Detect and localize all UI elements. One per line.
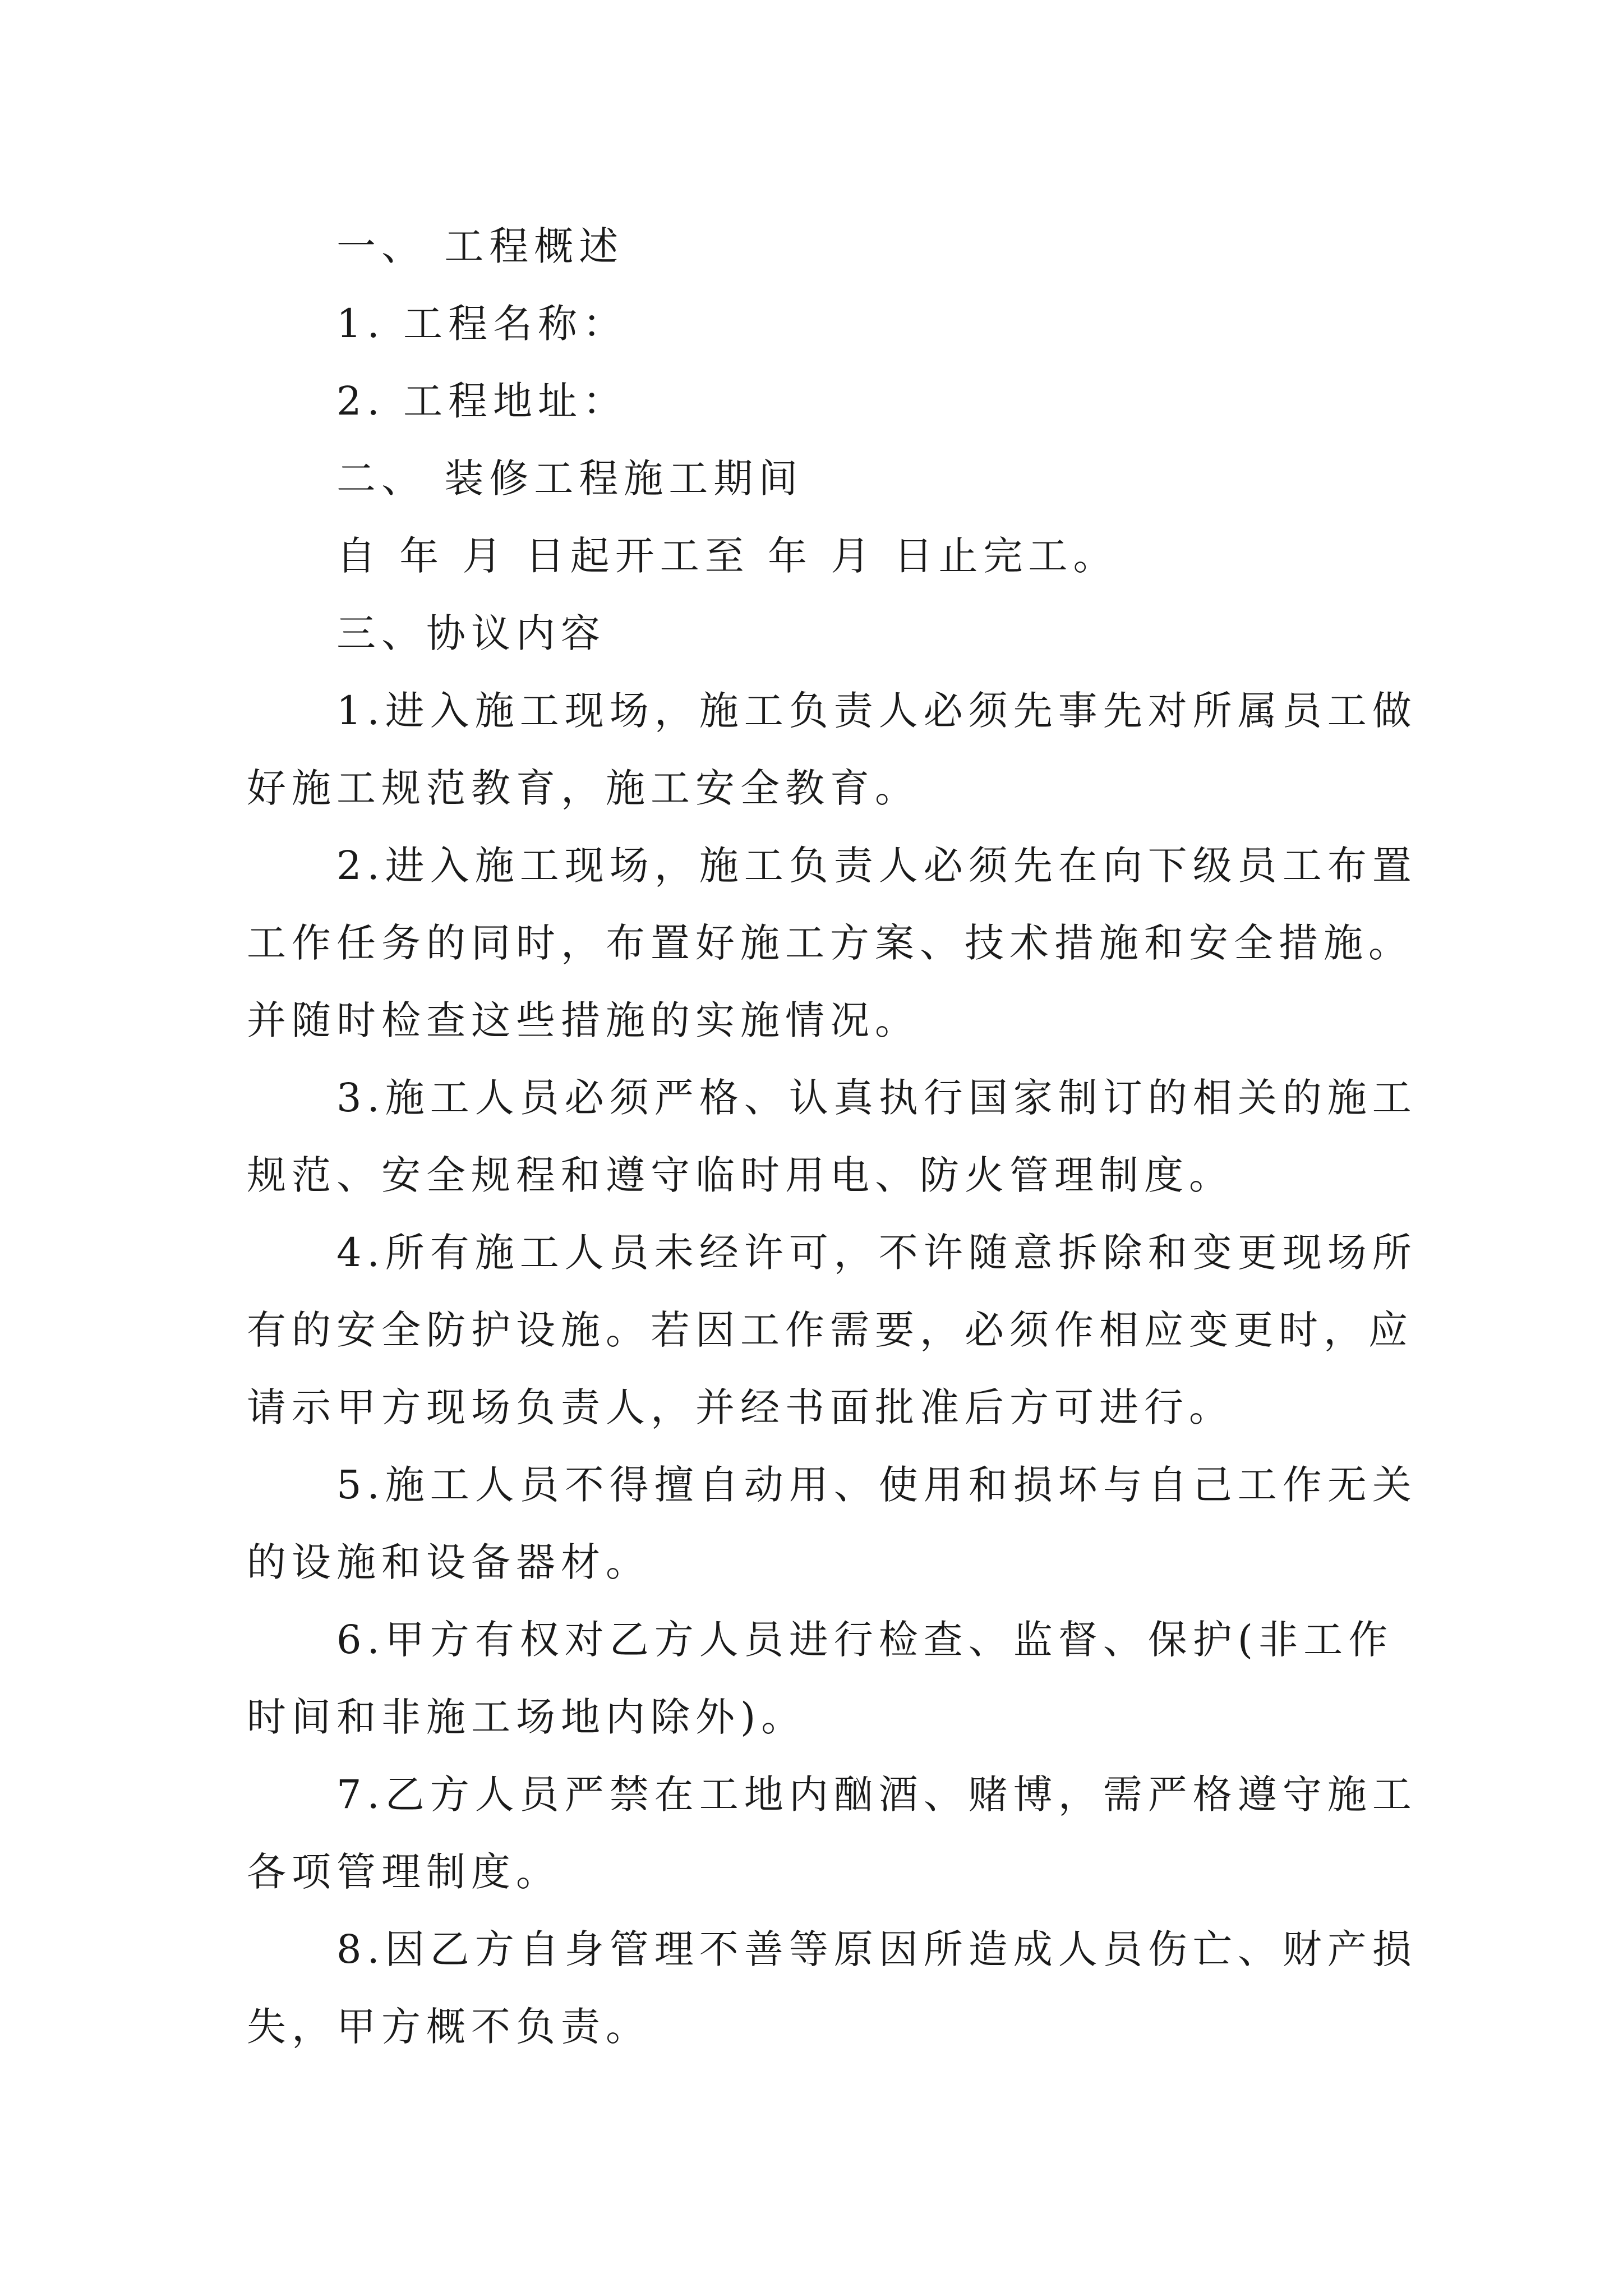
clause-6-line-1: 6.甲方有权对乙方人员进行检查、监督、保护(非工作	[336, 1617, 1394, 1663]
clause-2-line-2: 工作任务的同时，布置好施工方案、技术措施和安全措施。	[247, 920, 1413, 966]
clause-3-line-1: 3.施工人员必须严格、认真执行国家制订的相关的施工	[336, 1075, 1417, 1121]
clause-7-line-1: 7.乙方人员严禁在工地内酗酒、赌博，需严格遵守施工	[336, 1772, 1417, 1818]
clause-3-line-2: 规范、安全规程和遵守临时用电、防火管理制度。	[247, 1152, 1234, 1198]
project-name-field: 1. 工程名称：	[336, 301, 628, 347]
clause-5-line-2: 的设施和设备器材。	[247, 1539, 651, 1585]
document-body	[247, 208, 1417, 2065]
clause-1-line-2: 好施工规范教育，施工安全教育。	[247, 765, 920, 811]
section-heading-overview: 一、 工程概述	[336, 223, 624, 269]
clause-2-line-1: 2.进入施工现场，施工负责人必须先在向下级员工布置	[336, 843, 1417, 889]
clause-4-line-2: 有的安全防护设施。若因工作需要，必须作相应变更时，应	[247, 1307, 1413, 1353]
project-address-field: 2. 工程地址：	[336, 378, 628, 424]
clause-2-line-3: 并随时检查这些措施的实施情况。	[247, 997, 920, 1043]
section-heading-period: 二、 装修工程施工期间	[336, 455, 804, 501]
clause-1-line-1: 1.进入施工现场，施工负责人必须先事先对所属员工做	[336, 688, 1417, 734]
clause-7-line-2: 各项管理制度。	[247, 1849, 561, 1895]
clause-8-line-1: 8.因乙方自身管理不善等原因所造成人员伤亡、财产损	[336, 1926, 1417, 1972]
section-heading-agreement: 三、协议内容	[336, 610, 606, 656]
clause-5-line-1: 5.施工人员不得擅自动用、使用和损坏与自己工作无关	[336, 1462, 1417, 1508]
clause-8-line-2: 失，甲方概不负责。	[247, 2004, 651, 2050]
clause-6-line-2: 时间和非施工场地内除外)。	[247, 1694, 806, 1740]
period-text: 自 年 月 日起开工至 年 月 日止完工。	[336, 533, 1118, 579]
clause-4-line-3: 请示甲方现场负责人，并经书面批准后方可进行。	[247, 1384, 1234, 1430]
clause-4-line-1: 4.所有施工人员未经许可，不许随意拆除和变更现场所	[336, 1230, 1417, 1276]
